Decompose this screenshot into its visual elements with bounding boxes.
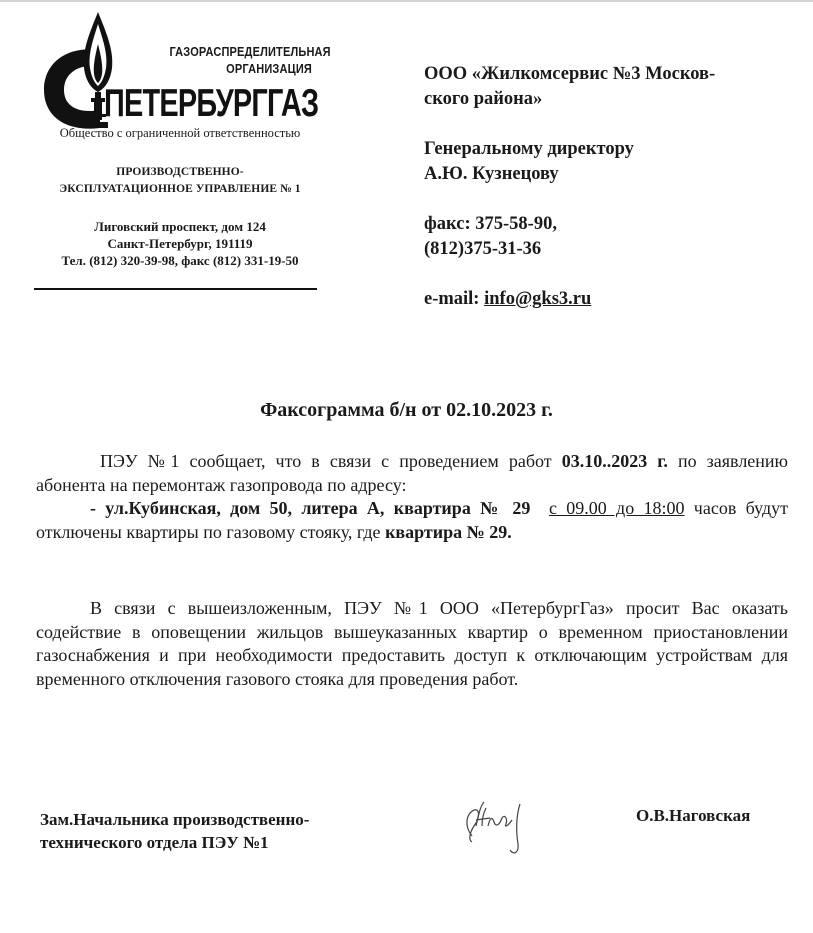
notice-text-part2: по заявлению абонента на перемонтаж газопровода по адресу: <box>36 451 789 495</box>
notice-text-part3: часов будут отключены квартиры по газовому стояку, где <box>36 498 788 542</box>
letterhead-divider <box>34 288 317 290</box>
addressee-name: А.Ю. Кузнецову <box>424 164 559 184</box>
notice-text-part1: ПЭУ №1 сообщает, что в связи с проведением работ <box>100 451 562 471</box>
document-title: Факсограмма б/н от 02.10.2023 г. <box>260 399 553 421</box>
org-type-line1: ГАЗОРАСПРЕДЕЛИТЕЛЬНАЯ <box>169 45 331 59</box>
work-time-range: с 09.00 до 18:00 <box>548 498 685 518</box>
sender-address-street: Лиговский проспект, дом 124 <box>94 219 266 234</box>
addressee-block <box>424 62 784 312</box>
signer-position <box>40 808 420 854</box>
request-paragraph <box>36 597 788 691</box>
notice-paragraph <box>36 450 788 544</box>
division-line1: ПРОИЗВОДСТВЕННО- <box>116 166 244 178</box>
sender-address-city: Санкт-Петербург, 191119 <box>107 236 253 251</box>
affected-apartment: квартира № 29. <box>385 521 512 542</box>
work-address: - ул.Кубинская, дом 50, литера А, квартира № 29 <box>90 498 531 518</box>
sender-address <box>20 218 340 269</box>
legal-form: Общество с ограниченной ответственностью <box>59 126 301 140</box>
addressee-fax-line2: (812)375-31-36 <box>424 239 542 259</box>
addressee-org-line2: ского района» <box>424 89 543 109</box>
email-label: e-mail: <box>424 289 485 309</box>
addressee-fax-line1: факс: 375-58-90, <box>424 214 557 234</box>
addressee-email <box>424 287 784 312</box>
org-type-line2: ОРГАНИЗАЦИЯ <box>226 62 312 76</box>
page-top-edge <box>0 0 813 2</box>
signer-position-line2: технического отдела ПЭУ №1 <box>40 833 269 852</box>
email-link[interactable]: info@gks3.ru <box>484 289 592 309</box>
signer-name: О.В.Наговская <box>636 806 751 825</box>
addressee-org-line1: ООО «Жилкомсервис №3 Москов- <box>424 64 716 84</box>
brand-name: ПЕТЕРБУРГГАЗ <box>104 82 319 125</box>
division-line2: ЭКСПЛУАТАЦИОННОЕ УПРАВЛЕНИЕ № 1 <box>59 183 301 195</box>
org-type <box>169 44 331 78</box>
division-name <box>20 164 340 198</box>
request-text: В связи с вышеизложенным, ПЭУ №1 ООО «ПетербургГаз» просит Вас оказать содействие в оповещении жильцов вышеуказанных квартир о временном приостановлении газоснабжения и при необходимости предоставить доступ к отключающим устройствам для временного отключения газового стояка для проведения работ. <box>36 598 788 689</box>
addressee-position: Генеральному директору <box>424 139 634 159</box>
work-date: 03.10..2023 г. <box>561 451 668 471</box>
sender-contacts: Тел. (812) 320-39-98, факс (812) 331-19-50 <box>61 253 299 268</box>
signer-position-line1: Зам.Начальника производственно- <box>40 810 310 829</box>
handwritten-signature-icon <box>458 796 538 858</box>
